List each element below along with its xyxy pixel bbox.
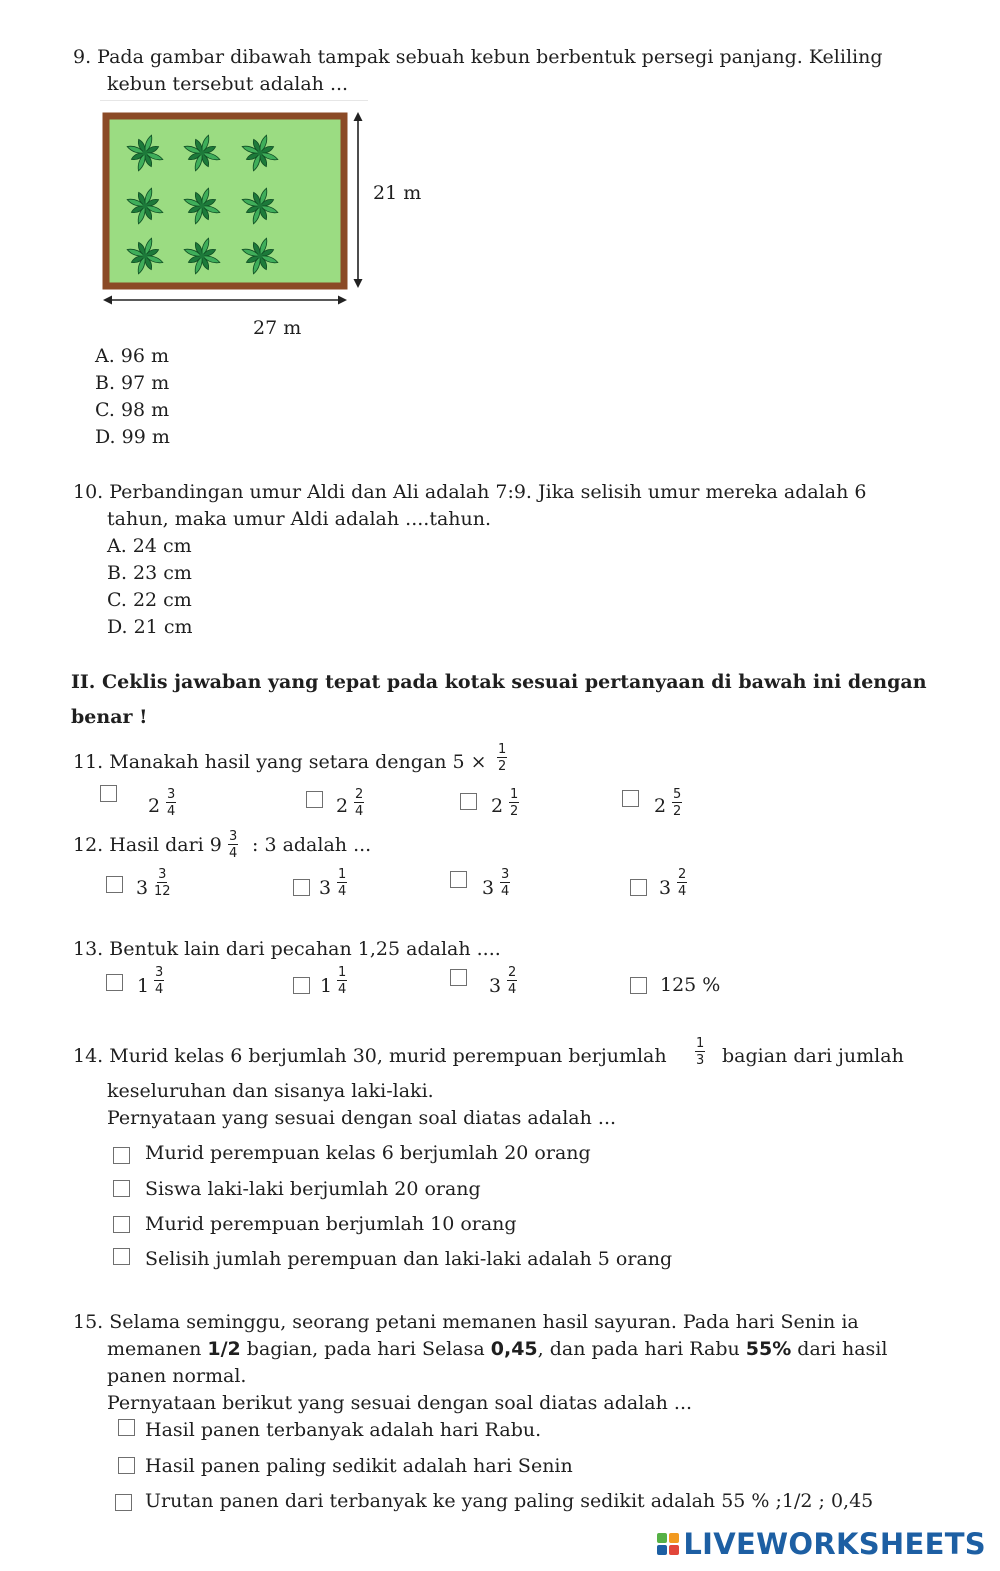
width-arrow-right [338,296,347,305]
q12-opt4-fraction [677,868,687,898]
q13-opt1-den: 4 [155,982,164,997]
q9-rule [100,100,368,101]
q15-line2-g: dari hasil [791,1338,888,1360]
q11-opt1-whole: 2 [148,795,161,817]
section2-line2: benar ! [71,706,148,728]
q15-line4: Pernyataan berikut yang sesuai dengan soal diatas adalah ... [107,1392,693,1414]
q10-line1: 10. Perbandingan umur Aldi dan Ali adalah 7:9. Jika selisih umur mereka adalah 6 [73,481,867,503]
q15-option-2: Hasil panen paling sedikit adalah hari Senin [145,1455,573,1477]
q12-checkbox-4[interactable] [630,879,647,896]
q14-frac-num: 1 [696,1036,705,1051]
q13-checkbox-4[interactable] [630,977,647,994]
q9-option-d[interactable]: D. 99 m [95,426,170,448]
q15-option-1: Hasil panen terbanyak adalah hari Rabu. [145,1419,542,1441]
q13-checkbox-3[interactable] [450,969,467,986]
q11-fraction [497,743,507,773]
q13-opt3-fraction [507,966,517,996]
q15-line2 [107,1340,887,1359]
q9-line1: 9. Pada gambar dibawah tampak sebuah kebun berbentuk persegi panjang. Keliling [73,46,883,68]
q9-option-a[interactable]: A. 96 m [95,345,170,367]
q12-opt3-fraction [500,868,510,898]
q14-checkbox-1[interactable] [113,1147,130,1164]
q11-opt3-fraction [509,788,519,818]
q12-fraction [228,830,238,860]
q11-checkbox-4[interactable] [622,790,639,807]
q15-value-rabu: 55% [745,1338,792,1360]
q11-frac-den: 2 [498,759,507,774]
q10-option-c[interactable]: C. 22 cm [107,589,192,611]
q15-checkbox-3[interactable] [115,1494,132,1511]
q10-option-a[interactable]: A. 24 cm [107,535,192,557]
q13-opt1-num: 3 [155,965,164,980]
q14-line3: Pernyataan yang sesuai dengan soal diatas adalah ... [107,1107,617,1129]
q12-opt2-num: 1 [338,867,347,882]
garden-figure [98,106,378,312]
q13-opt4-percent: 125 % [660,974,721,996]
q12-opt4-den: 4 [678,884,687,899]
q14-checkbox-4[interactable] [113,1248,130,1265]
height-arrow-top [354,112,363,121]
q11-opt1-fraction [166,788,176,818]
q15-option-3: Urutan panen dari terbanyak ke yang paling sedikit adalah 55 % ;1/2 ; 0,45 [145,1490,874,1512]
q11-checkbox-2[interactable] [306,791,323,808]
q12-text-a: 12. Hasil dari 9 [73,834,222,856]
q13-opt2-den: 4 [338,982,347,997]
q11-opt2-den: 4 [355,804,364,819]
q12-opt4-whole: 3 [659,877,672,899]
q11-opt1-den: 4 [167,804,176,819]
q11-opt2-fraction [354,788,364,818]
q12-opt3-num: 3 [501,867,510,882]
q12-checkbox-1[interactable] [106,876,123,893]
q12-checkbox-3[interactable] [450,871,467,888]
q15-line1: 15. Selama seminggu, seorang petani memanen hasil sayuran. Pada hari Senin ia [73,1311,859,1333]
q15-line2-c: bagian, pada hari Selasa [240,1338,491,1360]
q12-checkbox-2[interactable] [293,879,310,896]
q9-option-c[interactable]: C. 98 m [95,399,170,421]
logo-text: LIVEWORKSHEETS [683,1527,986,1561]
q15-line2-a: memanen [107,1338,208,1360]
q11-opt3-whole: 2 [491,795,504,817]
height-label: 21 m [373,182,422,204]
q11-opt4-fraction [672,788,682,818]
q10-option-d[interactable]: D. 21 cm [107,616,193,638]
q14-option-3: Murid perempuan berjumlah 10 orang [145,1213,517,1235]
q12-frac-num: 3 [229,829,238,844]
q11-frac-num: 1 [498,742,507,757]
q12-opt1-den: 12 [154,884,171,899]
q15-value-senin: 1/2 [207,1338,241,1360]
q15-line2-e: , dan pada hari Rabu [537,1338,746,1360]
q13-opt2-num: 1 [338,965,347,980]
q14-option-2: Siswa laki-laki berjumlah 20 orang [145,1178,481,1200]
q11-opt2-whole: 2 [336,795,349,817]
q13-checkbox-2[interactable] [293,977,310,994]
q9-option-b[interactable]: B. 97 m [95,372,170,394]
garden-plants [126,134,278,274]
q13-opt1-fraction [154,966,164,996]
q14-text-b: bagian dari jumlah [722,1045,904,1067]
width-arrow-left [103,296,112,305]
q10-line2: tahun, maka umur Aldi adalah ....tahun. [107,508,492,530]
q11-opt2-num: 2 [355,787,364,802]
q13-opt1-whole: 1 [137,975,150,997]
q14-checkbox-2[interactable] [113,1180,130,1197]
q11-opt3-num: 1 [510,787,519,802]
q13-opt3-whole: 3 [489,975,502,997]
q12-opt4-num: 2 [678,867,687,882]
liveworksheets-logo[interactable] [657,1527,986,1561]
q11-opt4-num: 5 [673,787,682,802]
q15-checkbox-2[interactable] [118,1457,135,1474]
q15-checkbox-1[interactable] [118,1419,135,1436]
q14-checkbox-3[interactable] [113,1216,130,1233]
section2-line1: II. Ceklis jawaban yang tepat pada kotak sesuai pertanyaan di bawah ini dengan [71,671,927,693]
q12-text-b: : 3 adalah ... [252,834,372,856]
q14-text-a: 14. Murid kelas 6 berjumlah 30, murid perempuan berjumlah [73,1045,667,1067]
q12-opt3-whole: 3 [482,877,495,899]
q14-option-1: Murid perempuan kelas 6 berjumlah 20 orang [145,1142,591,1164]
q13-checkbox-1[interactable] [106,974,123,991]
q13-opt3-den: 4 [508,982,517,997]
q13-opt2-whole: 1 [320,975,333,997]
q13-opt2-fraction [337,966,347,996]
q14-line2: keseluruhan dan sisanya laki-laki. [107,1080,434,1102]
q9-line2: kebun tersebut adalah ... [107,73,349,95]
q11-text: 11. Manakah hasil yang setara dengan 5 × [73,751,487,773]
q14-frac-den: 3 [696,1053,705,1068]
q11-checkbox-3[interactable] [460,793,477,810]
q15-line3: panen normal. [107,1365,247,1387]
q15-value-selasa: 0,45 [490,1338,538,1360]
q12-opt3-den: 4 [501,884,510,899]
q12-opt1-fraction [154,868,171,898]
q10-option-b[interactable]: B. 23 cm [107,562,192,584]
q12-opt1-whole: 3 [136,877,149,899]
q11-opt1-num: 3 [167,787,176,802]
q12-opt2-fraction [337,868,347,898]
width-label: 27 m [253,317,302,339]
q12-frac-den: 4 [229,846,238,861]
q11-checkbox-1[interactable] [100,785,117,802]
q11-opt4-den: 2 [673,804,682,819]
q12-opt2-den: 4 [338,884,347,899]
q12-opt2-whole: 3 [319,877,332,899]
height-arrow-bottom [354,279,363,288]
q12-opt1-num: 3 [158,867,167,882]
liveworksheets-logo-icon [657,1533,679,1555]
q14-option-4: Selisih jumlah perempuan dan laki-laki adalah 5 orang [145,1248,673,1270]
q11-opt4-whole: 2 [654,795,667,817]
q11-opt3-den: 2 [510,804,519,819]
q14-fraction [695,1037,705,1067]
q13-text: 13. Bentuk lain dari pecahan 1,25 adalah .... [73,938,501,960]
q13-opt3-num: 2 [508,965,517,980]
